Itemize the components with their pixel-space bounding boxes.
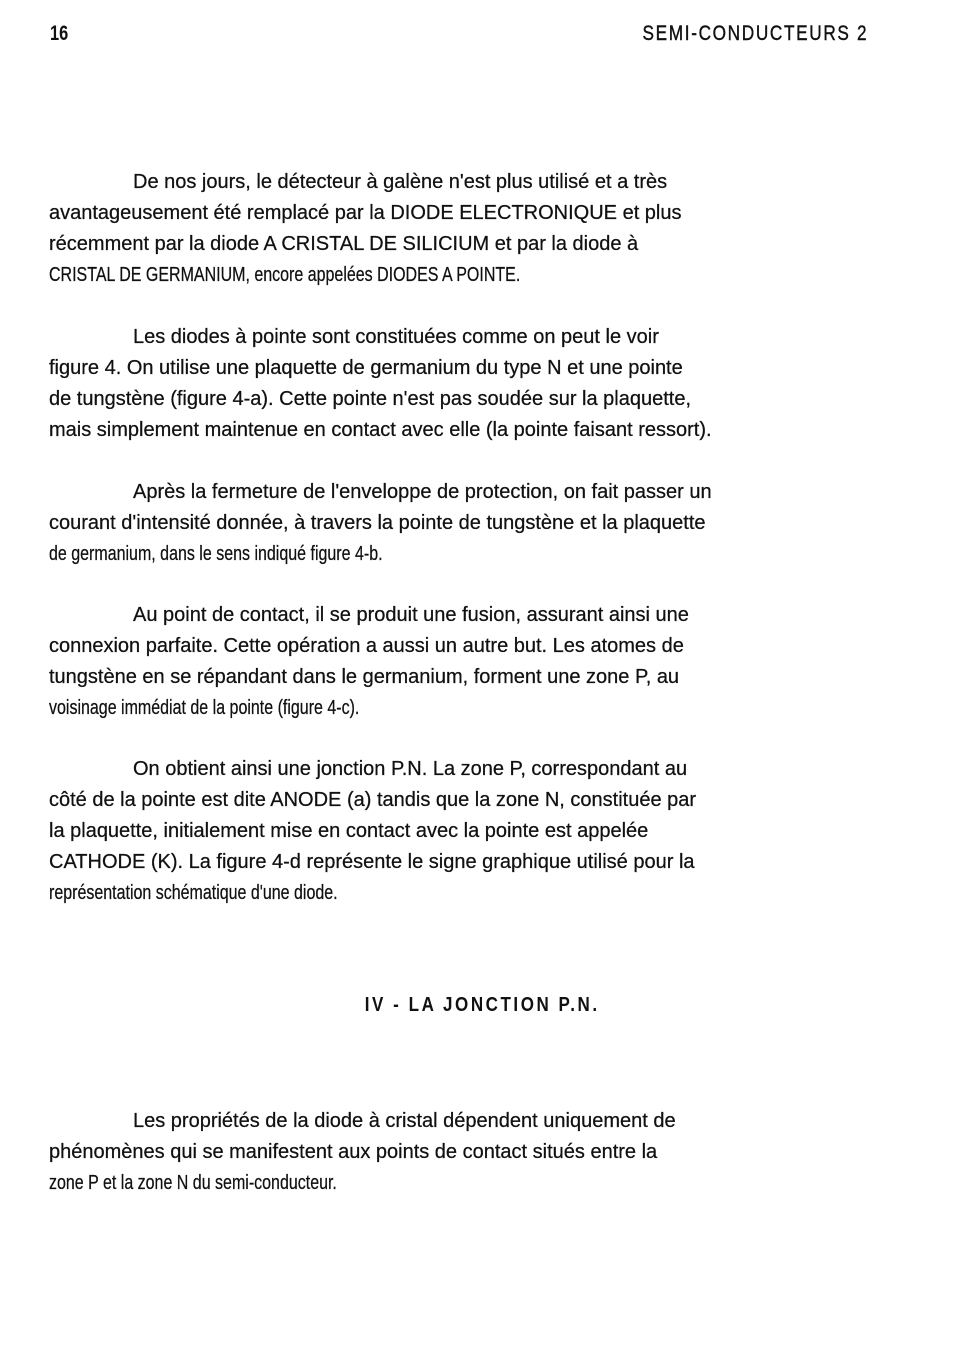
text-line: de germanium, dans le sens indiqué figure 4-b. [49,543,383,565]
paragraph-protection-envelope [49,477,868,570]
text-line: Après la fermeture de l'enveloppe de protection, on fait passer un [133,481,712,503]
text-line: de tungstène (figure 4-a). Cette pointe n'est pas soudée sur la plaquette, [49,388,692,410]
text-line: De nos jours, le détecteur à galène n'est plus utilisé et a très [133,171,668,193]
section-heading-text: IV - LA JONCTION P.N. [364,994,600,1016]
running-title: SEMI-CONDUCTEURS 2 [642,22,868,45]
text-line: représentation schématique d'une diode. [49,882,338,904]
page-header [50,22,868,52]
text-line: Les diodes à pointe sont constituées comme on peut le voir [133,326,659,348]
text-line: avantageusement été remplacé par la DIODE ELECTRONIQUE et plus [49,202,682,224]
text-line: tungstène en se répandant dans le germanium, forment une zone P, au [49,666,680,688]
text-line: CATHODE (K). La figure 4-d représente le signe graphique utilisé pour la [49,851,695,873]
page-number: 16 [50,22,69,45]
paragraph-point-diodes [49,322,868,446]
section-heading [0,994,964,1017]
text-line: phénomènes qui se manifestent aux points de contact situés entre la [49,1141,658,1163]
text-line: récemment par la diode A CRISTAL DE SILICIUM et par la diode à [49,233,639,255]
text-line: courant d'intensité donnée, à travers la pointe de tungstène et la plaquette [49,512,706,534]
paragraph-contact-point [49,600,868,724]
text-line: Au point de contact, il se produit une fusion, assurant ainsi une [133,604,689,626]
text-line: connexion parfaite. Cette opération a aussi un autre but. Les atomes de [49,635,684,657]
text-line: On obtient ainsi une jonction P.N. La zone P, correspondant au [133,758,688,780]
text-line: zone P et la zone N du semi-conducteur. [49,1172,337,1194]
text-line: voisinage immédiat de la pointe (figure 4-c). [49,697,360,719]
paragraph-pn-junction [49,754,868,909]
text-line: la plaquette, initialement mise en contact avec la pointe est appelée [49,820,649,842]
text-line: côté de la pointe est dite ANODE (a) tandis que la zone N, constituée par [49,789,697,811]
text-line: mais simplement maintenue en contact avec elle (la pointe faisant ressort). [49,419,712,441]
paragraph-crystal-diode-properties [49,1106,868,1199]
text-line: CRISTAL DE GERMANIUM, encore appelées DIODES A POINTE. [49,264,521,286]
text-line: Les propriétés de la diode à cristal dépendent uniquement de [133,1110,676,1132]
text-line: figure 4. On utilise une plaquette de germanium du type N et une pointe [49,357,683,379]
paragraph-galena-detector [49,167,868,291]
